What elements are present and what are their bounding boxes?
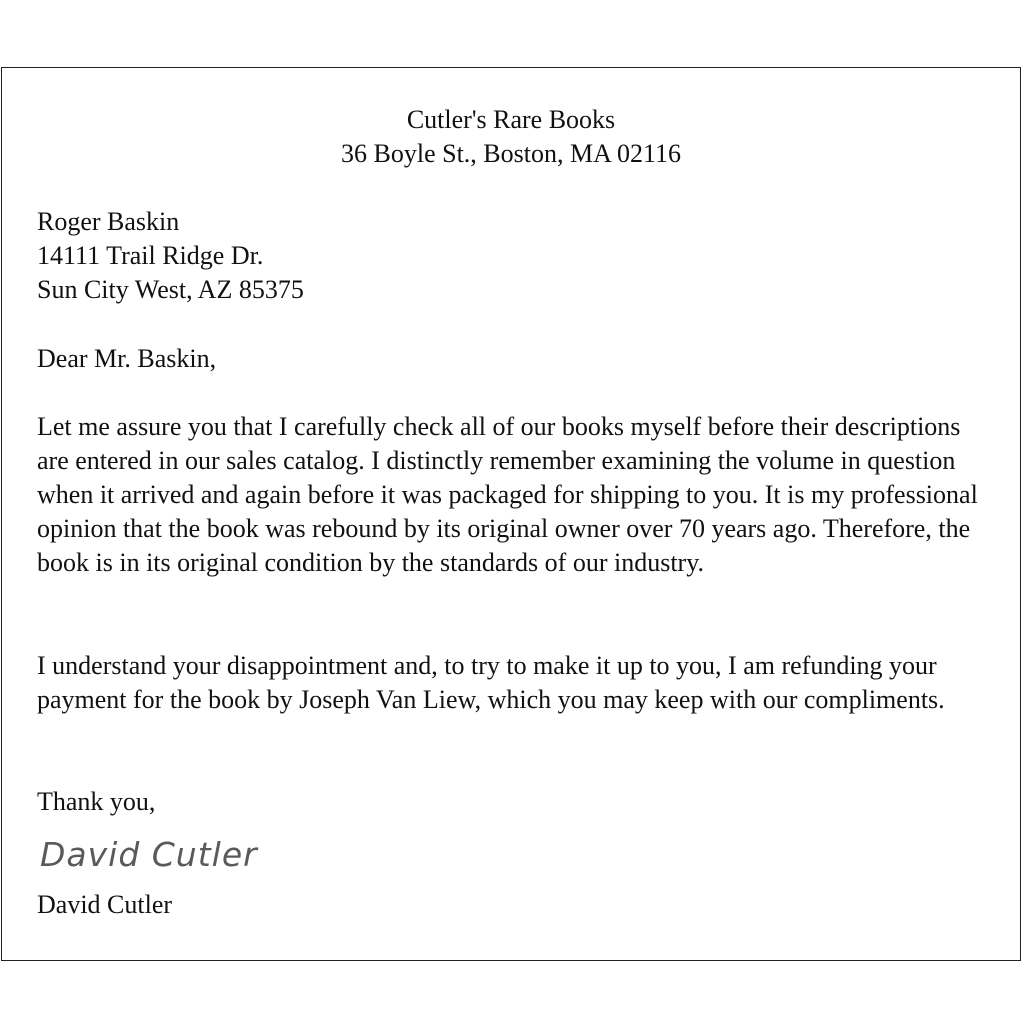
handwritten-signature: [38, 832, 300, 876]
letter-page: [1, 67, 1021, 961]
business-name: Cutler's Rare Books: [406, 105, 616, 134]
recipient-address: [37, 205, 992, 307]
business-address: 36 Boyle St., Boston, MA 02116: [341, 139, 681, 168]
recipient-street: 14111 Trail Ridge Dr.: [37, 241, 264, 270]
salutation: Dear Mr. Baskin,: [37, 344, 217, 373]
body-paragraph-2: I understand your disappointment and, to try to make it up to you, I am refunding your payment for the book by Joseph Van Liew, which you may keep with our compliments.: [37, 651, 945, 714]
body-paragraph-1: Let me assure you that I carefully check all of our books myself before their descriptions are entered in our sales catalog. I distinctly remember examining the volume in question when it arrived and again before it was packaged for shipping to you. It is my professional opinion that the book was rebound by its original owner over 70 years ago. Therefore, the book is in its original condition by the standards of our industry.: [37, 412, 978, 577]
closing: Thank you,: [37, 787, 156, 816]
signer-name: David Cutler: [37, 890, 173, 919]
signature-text: David Cutler: [40, 835, 258, 874]
recipient-city-state-zip: Sun City West, AZ 85375: [37, 275, 304, 304]
recipient-name: Roger Baskin: [37, 207, 180, 236]
letterhead: [2, 103, 1020, 171]
